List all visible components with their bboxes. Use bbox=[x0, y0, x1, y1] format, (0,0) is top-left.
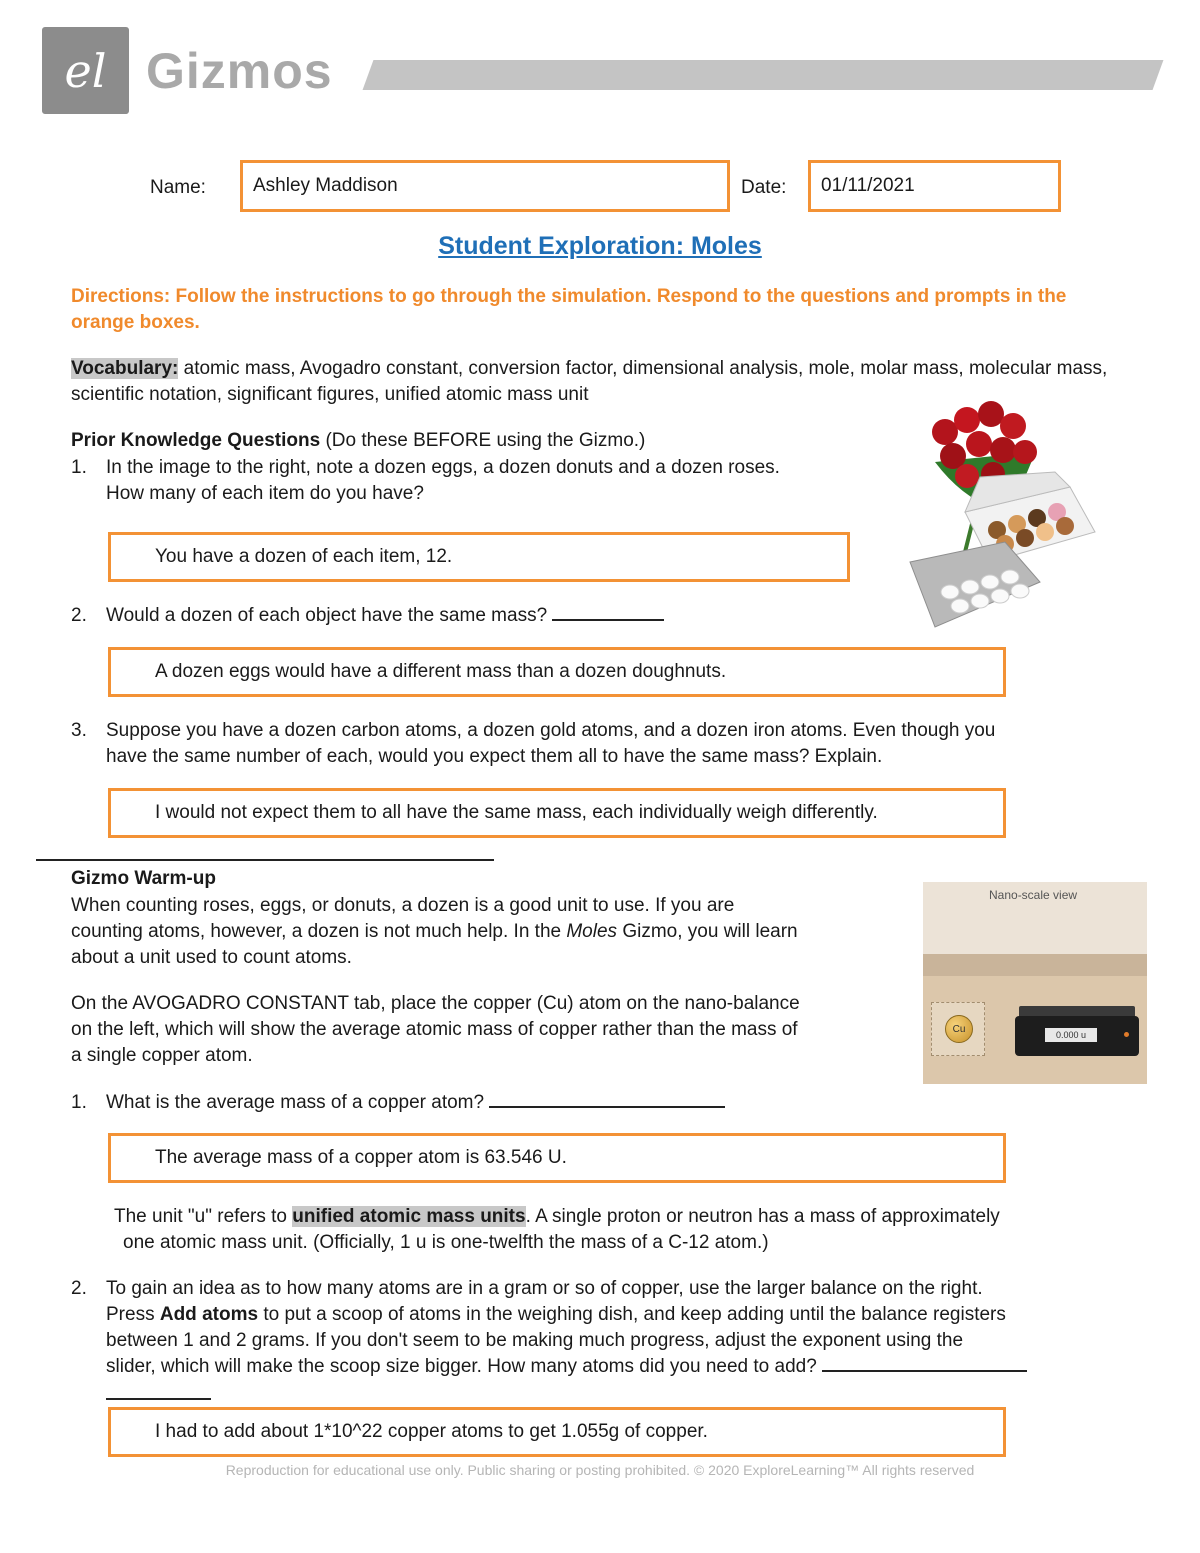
copper-atom[interactable]: Cu bbox=[945, 1015, 973, 1043]
vocabulary-label: Vocabulary: bbox=[71, 358, 179, 379]
name-field[interactable]: Ashley Maddison bbox=[240, 160, 730, 212]
explorelearning-logo: el bbox=[42, 27, 129, 114]
warmup-paragraph-2: On the AVOGADRO CONSTANT tab, place the copper (Cu) atom on the nano-balance on the left, which will show the average atomic mass of copper rather than the mass of a single copper atom. bbox=[71, 993, 800, 1066]
balance-readout: 0.000 u bbox=[1045, 1028, 1097, 1042]
unit-note: The unit "u" refers to unified atomic mass units. A single proton or neutron has a mass of approximately one atomic mass unit. (Officially, 1 u is one-twelfth the mass of a C-12 atom.) bbox=[114, 1206, 1000, 1253]
answer-box-4[interactable]: The average mass of a copper atom is 63.546 U. bbox=[108, 1133, 1006, 1183]
answer-blank-continued bbox=[106, 1380, 211, 1400]
date-label: Date: bbox=[741, 177, 787, 198]
prior-knowledge-heading: Prior Knowledge Questions (Do these BEFORE using the Gizmo.) bbox=[71, 430, 646, 451]
atom-tray bbox=[931, 1002, 985, 1056]
answer-blank bbox=[822, 1370, 1027, 1372]
date-field[interactable]: 01/11/2021 bbox=[808, 160, 1061, 212]
warmup-paragraph-1: When counting roses, eggs, or donuts, a dozen is a good unit to use. If you are counting atoms, however, a dozen is not much help. In the Moles Gizmo, you will learn about a unit used to count atoms. bbox=[71, 895, 798, 968]
answer-box-3[interactable]: I would not expect them to all have the same mass, each individually weigh differently. bbox=[108, 788, 1006, 838]
answer-box-2[interactable]: A dozen eggs would have a different mass than a dozen doughnuts. bbox=[108, 647, 1006, 697]
gizmos-brand: Gizmos bbox=[146, 43, 333, 99]
answer-box-1[interactable]: You have a dozen of each item, 12. bbox=[108, 532, 850, 582]
nano-view-title: Nano-scale view bbox=[989, 888, 1078, 902]
header-bar bbox=[363, 60, 1164, 90]
name-label: Name: bbox=[150, 177, 206, 198]
nano-balance bbox=[1015, 1016, 1139, 1056]
dozen-items-image bbox=[905, 392, 1105, 632]
answer-blank bbox=[552, 619, 664, 621]
warmup-heading: Gizmo Warm-up bbox=[71, 868, 216, 889]
nano-scale-view bbox=[923, 882, 1147, 1084]
vocabulary-terms: atomic mass, Avogadro constant, conversion factor, dimensional analysis, mole, molar mass, molecular mass, scientific notation, significant figures, unified atomic mass unit bbox=[71, 358, 1108, 405]
answer-blank bbox=[489, 1106, 725, 1108]
answer-box-5[interactable]: I had to add about 1*10^22 copper atoms to get 1.055g of copper. bbox=[108, 1407, 1006, 1457]
egg-carton bbox=[910, 542, 1040, 627]
balance-led bbox=[1124, 1032, 1129, 1037]
directions-text: Directions: Follow the instructions to go through the simulation. Respond to the questions and prompts in the orange boxes. bbox=[71, 286, 1067, 333]
page-title: Student Exploration: Moles bbox=[438, 232, 762, 260]
section-divider bbox=[36, 859, 494, 861]
footer-copyright: Reproduction for educational use only. Public sharing or posting prohibited. © 2020 ExploreLearning™ All rights reserved bbox=[225, 1462, 975, 1478]
